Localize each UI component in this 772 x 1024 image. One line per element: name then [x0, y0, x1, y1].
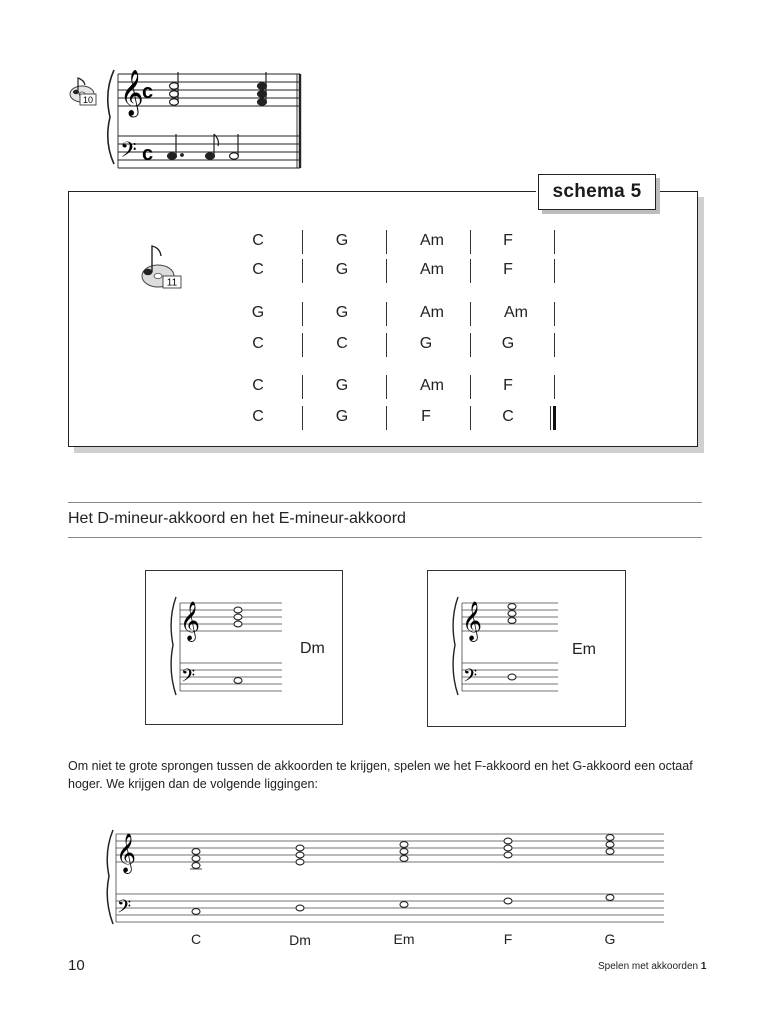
chord-cell: G — [335, 232, 349, 249]
chord-cell: Am — [420, 377, 444, 394]
chord-cell: G — [335, 304, 349, 321]
chord-cell: G — [251, 304, 265, 321]
chord-cell: Am — [420, 304, 444, 321]
cd-track-icon — [134, 238, 190, 294]
chord-box-label: Dm — [300, 640, 325, 657]
voicing-label: F — [503, 931, 513, 947]
voicing-label: Em — [393, 931, 415, 947]
bass-clef-icon: 𝄢 — [120, 137, 137, 167]
chord-box-dm — [145, 570, 343, 725]
treble-clef-icon: 𝄞 — [462, 602, 483, 640]
chord-cell: C — [252, 335, 264, 352]
dm-staff — [166, 591, 286, 701]
chord-cell: Am — [420, 261, 444, 278]
chord-cell: Am — [420, 232, 444, 249]
top-example-staff — [60, 62, 310, 174]
chord-cell: F — [503, 261, 513, 278]
chord-box-em — [427, 570, 626, 727]
chord-cell: G — [335, 408, 349, 425]
footer-book-title — [598, 961, 706, 972]
chord-cell: G — [335, 261, 349, 278]
treble-clef-icon: 𝄞 — [180, 602, 201, 640]
chord-cell: F — [503, 232, 513, 249]
chord-cell: F — [503, 377, 513, 394]
page-number: 10 — [68, 957, 85, 974]
treble-clef-icon: 𝄞 — [116, 834, 137, 872]
treble-clef-icon: 𝄞 — [120, 71, 144, 115]
bass-clef-icon: 𝄢 — [181, 665, 196, 690]
section-rule-top — [68, 502, 702, 503]
footer-title-text: Spelen met akkoorden — [598, 961, 699, 972]
chord-cell: C — [252, 261, 264, 278]
schema-box — [68, 191, 698, 447]
voicing-label: G — [604, 931, 616, 947]
chord-cell: C — [252, 408, 264, 425]
chord-cell: G — [419, 335, 433, 352]
em-staff — [448, 591, 568, 701]
chord-cell: F — [421, 408, 431, 425]
body-paragraph: Om niet te grote sprongen tussen de akkoorden te krijgen, spelen we het F-akkoord en het G-akkoord een octaaf hoger. We krijgen dan de volgende liggingen: — [68, 759, 693, 791]
chord-cell: C — [336, 335, 348, 352]
cd-icon — [70, 78, 96, 105]
chord-cell: G — [335, 377, 349, 394]
common-time-bass-icon: c — [142, 143, 154, 165]
chord-cell: C — [252, 232, 264, 249]
cd-track-number: 10 — [82, 95, 94, 105]
section-heading: Het D-mineur-akkoord en het E-mineur-akkoord — [68, 510, 406, 527]
voicings-staff — [100, 824, 668, 928]
voicing-label: Dm — [289, 932, 311, 948]
bass-clef-icon: 𝄢 — [463, 665, 478, 690]
voicing-label: C — [190, 931, 202, 947]
bass-clef-icon: 𝄢 — [117, 896, 132, 921]
footer-volume: 1 — [700, 961, 707, 972]
schema-title: schema 5 — [538, 174, 656, 210]
chord-cell: C — [252, 377, 264, 394]
chord-cell: C — [502, 408, 514, 425]
chord-box-label: Em — [572, 641, 596, 658]
common-time-icon: c — [142, 81, 154, 103]
cd-track-number-schema: 11 — [166, 277, 178, 289]
section-rule-bottom — [68, 537, 702, 538]
chord-cell: Am — [504, 304, 528, 321]
chord-cell: G — [501, 335, 515, 352]
